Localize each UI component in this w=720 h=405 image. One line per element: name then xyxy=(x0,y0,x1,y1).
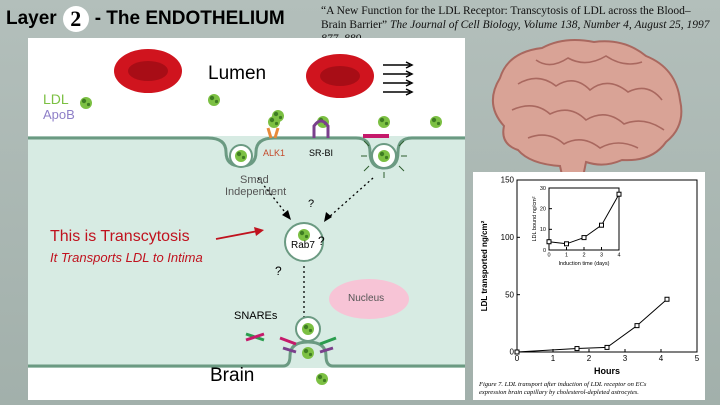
x-tick-label: 3 xyxy=(622,354,628,363)
figure-caption xyxy=(478,381,647,396)
endothelium-diagram xyxy=(28,38,465,400)
ldl-receptor xyxy=(363,134,389,138)
y-tick-label: 150 xyxy=(500,175,514,185)
question-mark: ? xyxy=(318,234,325,248)
ldl-particle xyxy=(208,94,220,106)
ldl-transport-chart xyxy=(473,172,705,400)
ldl-particle xyxy=(302,347,314,359)
nucleus-label: Nucleus xyxy=(348,293,385,304)
brain-image xyxy=(478,34,690,192)
x-tick-label: 5 xyxy=(694,354,700,363)
data-point xyxy=(665,297,669,301)
x-tick-label: 2 xyxy=(582,252,586,259)
transports-label: It Transports LDL to Intima xyxy=(50,250,203,265)
x-axis-label: Hours xyxy=(593,366,621,376)
ldl-particle xyxy=(235,150,247,162)
red-blood-cell-center xyxy=(320,66,360,86)
ldl-particle xyxy=(302,323,314,335)
data-point xyxy=(575,347,579,351)
y-tick-label: 100 xyxy=(500,233,514,242)
y-tick-label: 10 xyxy=(539,227,546,234)
smad-label: Smad xyxy=(240,174,269,186)
x-tick-label: 1 xyxy=(564,252,569,259)
independent-label: Independent xyxy=(225,186,287,198)
ldl-particle xyxy=(80,97,92,109)
x-tick-label: 4 xyxy=(658,354,664,363)
question-mark: ? xyxy=(308,198,315,210)
y-tick-label: 0 xyxy=(509,347,514,357)
legend-ldl: LDL xyxy=(43,91,69,107)
y-tick-label: 50 xyxy=(505,290,514,300)
ldl-particle xyxy=(316,373,328,385)
x-tick-label: 4 xyxy=(617,252,621,259)
data-point xyxy=(617,192,621,196)
title-suffix: - The ENDOTHELIUM xyxy=(94,8,285,29)
data-point xyxy=(600,223,604,227)
ldl-particle xyxy=(268,116,280,128)
chart-svg xyxy=(473,172,705,400)
data-point xyxy=(635,324,639,328)
y-axis-label: LDL transported ng/cm² xyxy=(480,220,489,312)
diagram-svg xyxy=(28,38,465,400)
data-point xyxy=(515,350,519,354)
data-point xyxy=(582,236,586,240)
layer-number-badge: 2 xyxy=(63,6,89,32)
title-prefix: Layer xyxy=(6,8,57,29)
x-tick-label: 3 xyxy=(599,252,604,259)
question-mark: ? xyxy=(275,264,282,278)
x-tick-label: 2 xyxy=(586,354,592,363)
x-tick-label: 1 xyxy=(550,354,556,363)
caption-line: expression brain capillary by cholesterol-depleted astrocytes. xyxy=(479,389,639,396)
x-tick-label: 0 xyxy=(514,354,520,363)
lumen-label: Lumen xyxy=(208,63,267,84)
slide-title xyxy=(6,6,285,32)
ldl-particle xyxy=(378,116,390,128)
ldl-particle xyxy=(378,150,390,162)
y-tick-label: 30 xyxy=(539,185,546,192)
ldl-particle xyxy=(430,116,442,128)
inset-background xyxy=(531,182,627,270)
inset-x-axis-label: Induction time (days) xyxy=(558,261,610,267)
x-tick-label: 0 xyxy=(547,252,551,259)
transcytosis-label: This is Transcytosis xyxy=(50,228,190,245)
caption-line: Figure 7. LDL transport after induction of LDL receptor on ECs xyxy=(479,381,647,388)
data-point xyxy=(547,240,551,244)
inset-y-axis-label: LDL bound ng/cm² xyxy=(532,196,538,242)
data-point xyxy=(605,345,609,349)
y-tick-label: 0 xyxy=(542,247,546,254)
series-line xyxy=(517,299,667,352)
data-point xyxy=(565,242,569,246)
srbi-label: SR-BI xyxy=(309,148,334,158)
citation-journal: The Journal of Cell Biology, Volume 138, Number 4, August 25, 1997 xyxy=(389,19,710,31)
citation-quote: “A New Function for the LDL Receptor: Transcytosis of LDL across the Blood–Brain Barrier” xyxy=(321,5,691,31)
inset-chart xyxy=(531,182,627,270)
brain-label: Brain xyxy=(210,365,255,386)
rab7-label: Rab7 xyxy=(291,240,315,251)
red-blood-cell-center xyxy=(128,61,168,81)
alk1-label: ALK1 xyxy=(263,148,286,158)
legend-apob: ApoB xyxy=(43,107,75,122)
lumen-area xyxy=(28,38,465,136)
snares-label: SNAREs xyxy=(234,310,278,322)
y-tick-label: 20 xyxy=(539,206,546,213)
